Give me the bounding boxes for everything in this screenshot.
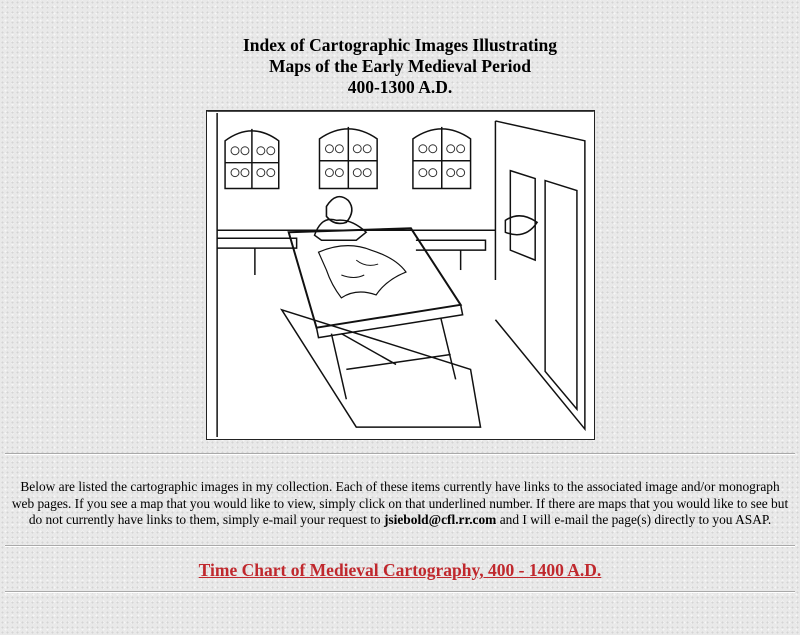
contact-email: jsiebold@cfl.rr.com [383,512,497,528]
title-line-1: Index of Cartographic Images Illustrating [242,35,558,55]
title-line-2: Maps of the Early Medieval Period [269,56,531,76]
woodcut-image [207,111,594,439]
woodcut-cartographer-illustration [206,110,595,440]
page-title [0,35,800,98]
time-chart-link[interactable]: Time Chart of Medieval Cartography, 400 - 1400 A.D. [198,560,602,580]
horizontal-rule-1 [5,453,795,455]
horizontal-rule-2 [5,545,795,547]
intro-paragraph [8,479,792,529]
intro-text-before-email: Below are listed the cartographic images in my collection. Each of these items currently have links to the associated image and/or monograph web pages. If you see a map that you would like to view, simply click on that underlined number. If there are maps that you would like to see but do not currently have links to them, simply e-mail your request to [11,479,789,528]
intro-text-after-email: and I will e-mail the page(s) directly to you ASAP. [496,512,772,528]
horizontal-rule-3 [5,591,795,593]
time-chart-section [0,560,800,581]
title-line-3: 400-1300 A.D. [347,77,453,97]
